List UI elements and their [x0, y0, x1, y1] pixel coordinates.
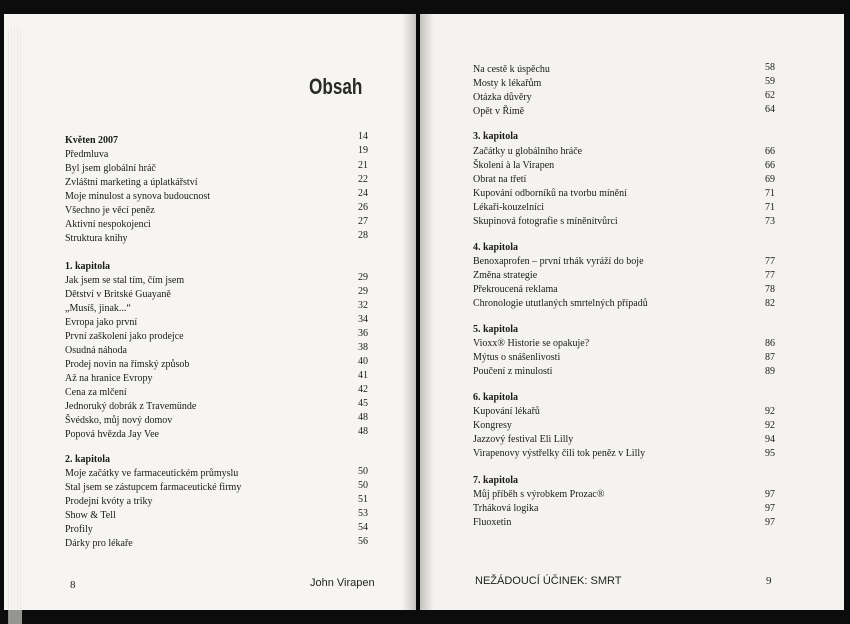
toc-entry-title: Zvláštní marketing a úplatkářství — [65, 177, 198, 188]
toc-page-number: 62 — [765, 90, 775, 101]
toc-page-number: 92 — [765, 420, 775, 431]
toc-page-number: 89 — [765, 366, 775, 377]
toc-entry-title: Jazzový festival Eli Lilly — [473, 434, 574, 445]
toc-page-number: 56 — [358, 536, 368, 547]
toc-page-number: 40 — [358, 356, 368, 367]
toc-entry-title: Fluoxetin — [473, 517, 512, 528]
toc-page-number: 36 — [358, 328, 368, 339]
toc-page-number: 48 — [358, 426, 368, 437]
toc-entry-title: Všechno je věcí peněz — [65, 205, 155, 216]
toc-entry-title: Kongresy — [473, 420, 512, 431]
toc-entry-title: Začátky u globálního hráče — [473, 146, 583, 157]
toc-page-number: 38 — [358, 342, 368, 353]
toc-entry-title: Struktura knihy — [65, 233, 128, 244]
toc-page-number: 51 — [358, 494, 368, 505]
toc-title: Obsah — [309, 74, 363, 99]
toc-page-number: 71 — [765, 202, 775, 213]
left-running-footer: John Virapen — [310, 577, 375, 589]
page-edges — [8, 28, 22, 624]
right-folio: 9 — [766, 575, 772, 587]
toc-page-number: 45 — [358, 398, 368, 409]
toc-entry-title: Evropa jako první — [65, 317, 138, 328]
toc-section-heading: 2. kapitola — [65, 454, 111, 465]
toc-entry-title: Stal jsem se zástupcem farmaceutické firmy — [65, 482, 242, 493]
toc-entry-title: Aktivní nespokojenci — [65, 219, 151, 230]
toc-page-number: 73 — [765, 216, 775, 227]
toc-entry-title: Dětství v Britské Guayaně — [65, 289, 171, 300]
toc-entry-title: Otázka důvěry — [473, 92, 532, 103]
toc-page-number: 26 — [358, 202, 368, 213]
toc-entry-title: Na cestě k úspěchu — [473, 64, 550, 75]
toc-entry-title: Profily — [65, 524, 93, 535]
toc-page-number: 22 — [358, 174, 368, 185]
toc-page-number: 77 — [765, 270, 775, 281]
toc-page-number: 87 — [765, 352, 775, 363]
toc-section-heading: 6. kapitola — [473, 392, 519, 403]
toc-section-heading: 7. kapitola — [473, 475, 519, 486]
toc-section-heading: 3. kapitola — [473, 131, 519, 142]
toc-entry-title: Jak jsem se stal tím, čím jsem — [65, 275, 185, 286]
toc-page-number: 19 — [358, 145, 368, 156]
toc-page-number: 97 — [765, 503, 775, 514]
toc-page-number: 29 — [358, 286, 368, 297]
toc-page-number: 34 — [358, 314, 368, 325]
toc-page-number: 32 — [358, 300, 368, 311]
toc-entry-title: Školení à la Virapen — [473, 160, 555, 171]
left-folio: 8 — [70, 579, 76, 591]
toc-entry-title: Byl jsem globální hráč — [65, 163, 156, 174]
toc-entry-title: „Musíš, jinak...“ — [65, 303, 131, 314]
toc-entry-title: Benoxaprofen – první trhák vyráží do boje — [473, 256, 644, 267]
right-running-footer: NEŽÁDOUCÍ ÚČINEK: SMRT — [475, 575, 622, 587]
toc-entry-title: Cena za mlčení — [65, 387, 127, 398]
toc-section-heading: Květen 2007 — [65, 135, 119, 146]
toc-entry-title: Mosty k lékařům — [473, 78, 542, 89]
toc-page-number: 21 — [358, 160, 368, 171]
toc-page-number: 50 — [358, 466, 368, 477]
toc-entry-title: Kupování odborníků na tvorbu mínění — [473, 188, 627, 199]
toc-page-number: 66 — [765, 146, 775, 157]
toc-entry-title: Obrat na třetí — [473, 174, 527, 185]
toc-entry-title: Švédsko, můj nový domov — [65, 415, 173, 426]
toc-entry-title: Až na hranice Evropy — [65, 373, 153, 384]
toc-page-number: 71 — [765, 188, 775, 199]
toc-page-number: 14 — [358, 131, 368, 142]
toc-section-heading: 5. kapitola — [473, 324, 519, 335]
toc-page-number: 82 — [765, 298, 775, 309]
toc-entry-title: Překroucená reklama — [473, 284, 558, 295]
toc-entry-title: Změna strategie — [473, 270, 538, 281]
toc-section-heading: 1. kapitola — [65, 261, 111, 272]
toc-entry-title: Prodejní kvóty a triky — [65, 496, 153, 507]
toc-entry-title: Moje minulost a synova budoucnost — [65, 191, 210, 202]
toc-entry-title: Show & Tell — [65, 510, 116, 521]
toc-entry-title: Kupování lékařů — [473, 406, 540, 417]
toc-entry-title: Předmluva — [65, 149, 109, 160]
toc-entry-title: Můj příběh s výrobkem Prozac® — [473, 489, 605, 500]
toc-page-number: 24 — [358, 188, 368, 199]
toc-page-number: 41 — [358, 370, 368, 381]
toc-entry-title: Prodej novin na římský způsob — [65, 359, 190, 370]
toc-page-number: 86 — [765, 338, 775, 349]
toc-page-number: 97 — [765, 489, 775, 500]
right-page — [420, 14, 844, 610]
toc-page-number: 66 — [765, 160, 775, 171]
toc-entry-title: Vioxx® Historie se opakuje? — [473, 338, 590, 349]
toc-page-number: 50 — [358, 480, 368, 491]
toc-entry-title: Mýtus o snášenlivosti — [473, 352, 561, 363]
toc-page-number: 59 — [765, 76, 775, 87]
toc-entry-title: Moje začátky ve farmaceutickém průmyslu — [65, 468, 239, 479]
toc-page-number: 97 — [765, 517, 775, 528]
toc-page-number: 94 — [765, 434, 775, 445]
toc-page-number: 48 — [358, 412, 368, 423]
toc-entry-title: Virapenovy výstřelky čili tok peněz v Lilly — [473, 448, 646, 459]
toc-entry-title: Chronologie ututlaných smrtelných případů — [473, 298, 648, 309]
toc-entry-title: Trháková logika — [473, 503, 539, 514]
toc-page-number: 27 — [358, 216, 368, 227]
toc-entry-title: Dárky pro lékaře — [65, 538, 133, 549]
toc-page-number: 28 — [358, 230, 368, 241]
toc-page-number: 29 — [358, 272, 368, 283]
toc-page-number: 64 — [765, 104, 775, 115]
toc-page-number: 69 — [765, 174, 775, 185]
toc-entry-title: Poučení z minulosti — [473, 366, 553, 377]
toc-page-number: 58 — [765, 62, 775, 73]
toc-page-number: 92 — [765, 406, 775, 417]
toc-entry-title: Skupinová fotografie s míněnítvůrci — [473, 216, 618, 227]
toc-page-number: 42 — [358, 384, 368, 395]
toc-page-number: 77 — [765, 256, 775, 267]
left-page — [4, 14, 416, 610]
toc-entry-title: Jednoruký dobrák z Travemünde — [65, 401, 197, 412]
toc-entry-title: První zaškolení jako prodejce — [65, 331, 184, 342]
toc-section-heading: 4. kapitola — [473, 242, 519, 253]
toc-page-number: 54 — [358, 522, 368, 533]
toc-entry-title: Osudná náhoda — [65, 345, 127, 356]
toc-page-number: 53 — [358, 508, 368, 519]
toc-entry-title: Lékaři-kouzelníci — [473, 202, 545, 213]
toc-entry-title: Popová hvězda Jay Vee — [65, 429, 159, 440]
toc-page-number: 78 — [765, 284, 775, 295]
toc-entry-title: Opět v Římě — [473, 106, 525, 117]
toc-page-number: 95 — [765, 448, 775, 459]
